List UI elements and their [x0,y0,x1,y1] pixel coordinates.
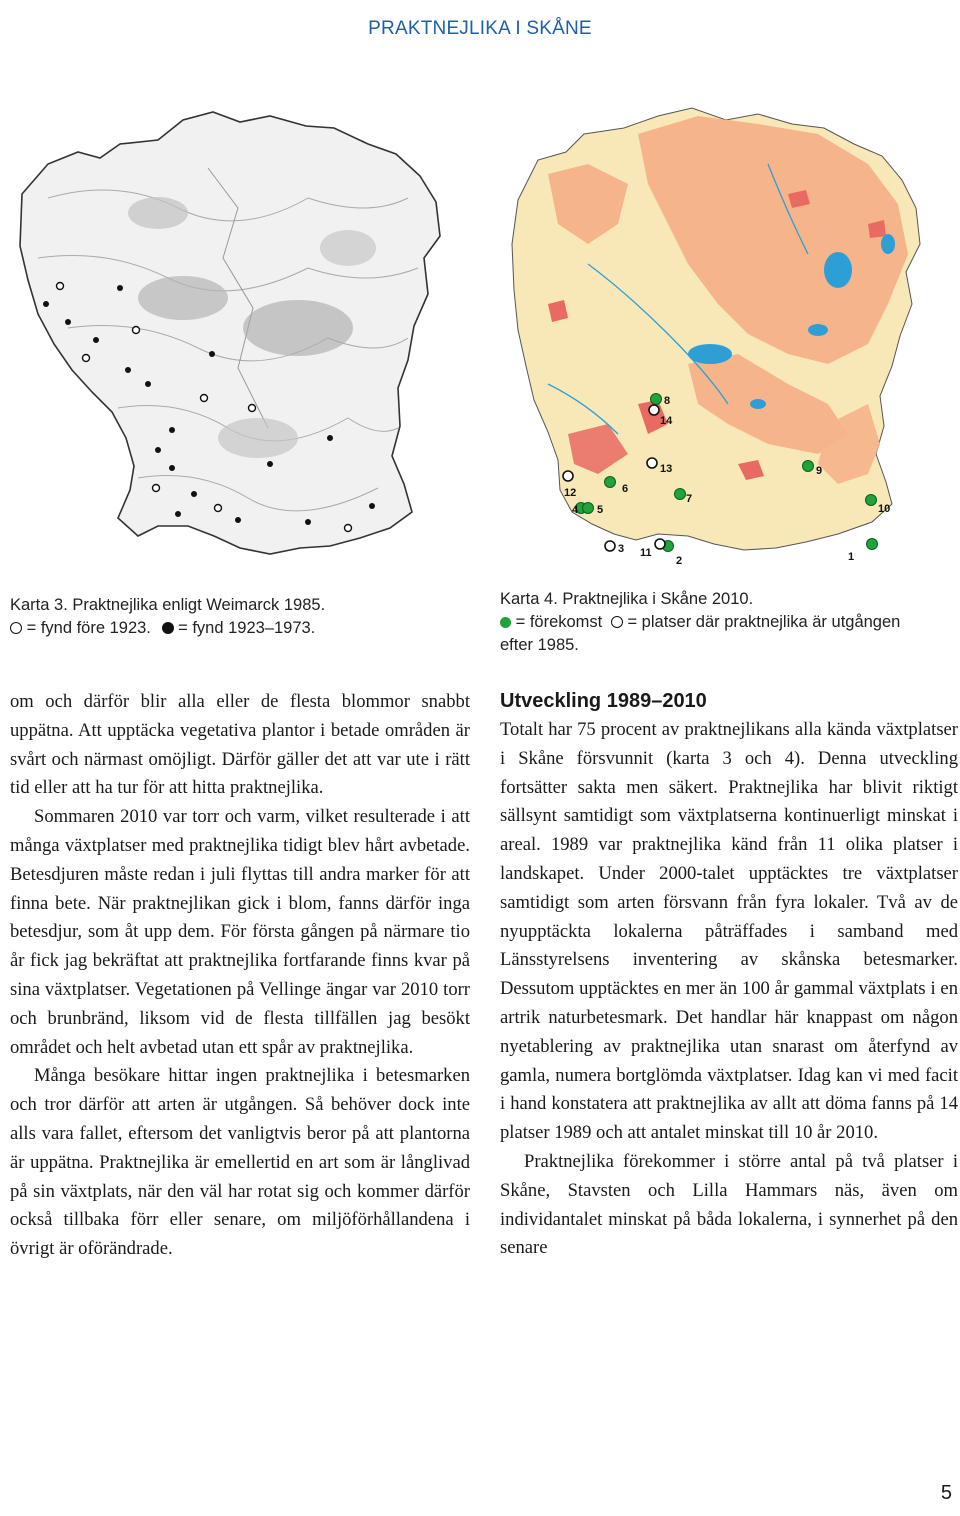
left-paragraph-1: om och därför blir alla eller de flesta blommor snabbt uppätna. Att upptäcka vegetativa plantor i betade områden är svårt och närmast omöjligt. Därför gäller det att var ute i rätt tid eller att ha tur för att hitta praktnejlika. [10,691,470,799]
page-number: 5 [940,1482,952,1504]
map-3-legend [10,617,450,640]
map-4-label-7: 7 [686,493,693,505]
map-4-caption-title: Karta 4. Praktnejlika i Skåne 2010. [500,590,754,608]
map-3-legend-open: = fynd före 1923. [26,619,151,637]
left-paragraph-3: Många besökare hittar ingen praktnejlika i betesmarken och tror därför att arten är utgången. Så behöver dock inte alls vara fallet, eftersom det vanligtvis beror på att plantorna är uppätna. Praktnejlika är emellertid en art som är långlivad på sin växtplats, när den väl har rotat sig och kommer därför också tillbaka förr eller senare, om miljöförhållandena i övrigt är oförändrade. [10,1065,470,1260]
map-4-legend-green: = förekomst [515,613,603,631]
map-3-caption-title: Karta 3. Praktnejlika enligt Weimarck 1985. [10,596,326,614]
open-circle-icon [10,622,22,634]
left-text-column [10,688,470,1264]
map-3-caption [10,594,450,640]
map-4-label-12: 12 [564,487,577,499]
section-heading: Utveckling 1989–2010 [500,690,707,712]
map-4-label-4: 4 [572,504,579,516]
left-paragraph-2: Sommaren 2010 var torr och varm, vilket resulterade i att många växtplatser med praktnejlika tidigt blev hårt avbetade. Betesdjuren måste redan i juli flyttas till andra marker för att finna bete. När praktnejlikan gick i blom, fanns därför inga betesdjur, som åt upp dem. För första gången på närmare tio år fick jag bekräftat att praktnejlika fortfarande finns kvar på sina växtplatser. Vegetationen på Vellinge ängar var 2010 torr och brunbränd, liksom vid de flesta tillfällen jag besökt området och helt avbetad utan ett spår av praktnejlika. [10,806,470,1058]
map-4-label-5: 5 [597,504,604,516]
map-3-weimarck [8,108,470,563]
map-4-caption [500,588,960,657]
map-4-legend [500,611,960,634]
map-4-label-1: 1 [848,551,855,563]
right-text-column [500,688,958,1263]
map-4-label-9: 9 [816,465,823,477]
map-4-caption-line3: efter 1985. [500,636,579,654]
map-4-label-13: 13 [660,463,673,475]
open-circle-icon [611,616,623,628]
running-header: PRAKTNEJLIKA I SKÅNE [368,18,592,39]
map-3-legend-black: = fynd 1923–1973. [178,619,316,637]
black-circle-icon [162,622,174,634]
right-paragraph-2: Praktnejlika förekommer i större antal på två platser i Skåne, Stavsten och Lilla Hammars näs, även om individantalet minskat på båda lokalerna, i synnerhet på den senare [500,1150,958,1259]
map-4-legend-open: = platser där praktnejlika är utgången [627,613,901,631]
map-4-label-10: 10 [878,503,891,515]
map-4-label-6: 6 [622,483,629,495]
map-4-label-14: 14 [660,415,673,427]
map-4-label-8: 8 [664,395,671,407]
map-4-label-2: 2 [676,555,683,566]
right-paragraph-1: Totalt har 75 procent av praktnejlikans alla kända växtplatser i Skåne försvunnit (karta 3 och 4). Denna utveckling fortsätter sakta men säkert. Praktnejlika har blivit riktigt sällsynt samtidigt som växtplatserna kontinuerligt minskat i areal. 1989 var praktnejlika känd från 11 olika platser i landskapet. Under 2000-talet upptäcktes tre växtplatser samtidigt som arten försvann från fyra lokaler. Två av de nyupptäckta lokalerna påträffades i samband med Länsstyrelsens inventering av skånska betesmarker. Dessutom upptäcktes en mer än 100 år gammal växtplats i en artrik naturbetesmark. Det handlar här knappast om någon nyetablering av praktnejlika utan snarast om återfynd av gamla, numera bortglömda växtplatser. Idag kan vi med facit i hand konstatera att praktnejlika av allt att döma fanns på 14 platser 1989 och att antalet minskat till 10 år 2010. [500,719,958,1144]
map-4-label-11: 11 [640,547,652,559]
green-dot-icon [500,617,511,628]
map-4-skane-2010 [488,104,958,566]
map-4-label-3: 3 [618,543,625,555]
